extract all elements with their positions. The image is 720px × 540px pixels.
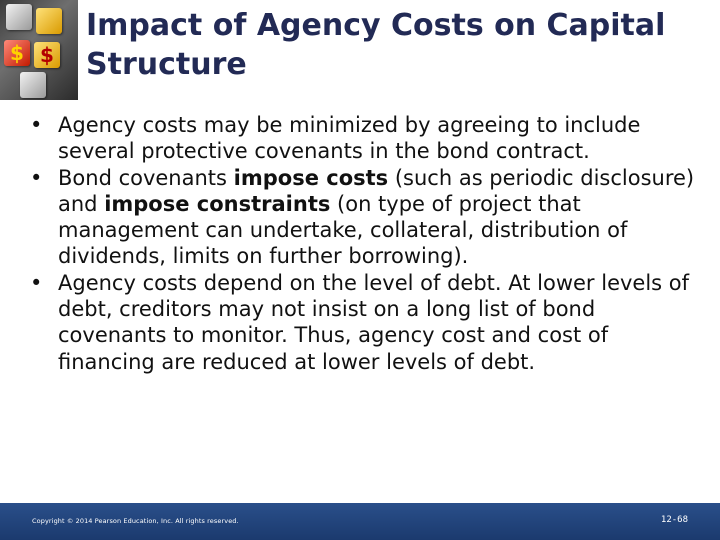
bullet-item: [30, 165, 700, 270]
bullet-item: [30, 112, 700, 165]
dollar-glyph: $: [40, 43, 54, 67]
dollar-cube-icon: [4, 40, 30, 66]
cube-icon: [36, 8, 62, 34]
cube-icon: [20, 72, 46, 98]
bullet-list: [30, 112, 700, 375]
bold-phrase: impose costs: [233, 165, 389, 190]
dollar-cube-icon: [34, 42, 60, 68]
bullet-text: Agency costs depend on the level of debt. At lower levels of debt, creditors may not insist on a long list of bond covenants to monitor. Thus, agency cost and cost of financing are reduced at lower levels of debt.: [58, 270, 690, 374]
bullet-text: Bond covenants: [58, 165, 234, 190]
dollar-cubes-logo: [0, 0, 78, 100]
slide-title: Impact of Agency Costs on Capital Structure: [86, 8, 666, 82]
page-number: 12-68: [660, 515, 688, 525]
footer-bar: [0, 503, 720, 540]
copyright-notice: Copyright © 2014 Pearson Education, Inc. All rights reserved.: [32, 517, 239, 525]
bullet-item: [30, 270, 700, 375]
dollar-glyph: $: [10, 41, 24, 65]
bullet-text: Agency costs may be minimized by agreeing to include several protective covenants in the bond contract.: [58, 113, 641, 164]
bullet-text: (such as periodic disclosure) and: [58, 165, 695, 216]
bullet-text: (on type of project that management can undertake, collateral, distribution of dividends, limits on further borrowing).: [58, 191, 628, 269]
bold-phrase: impose constraints: [104, 191, 331, 216]
cube-icon: [6, 4, 32, 30]
